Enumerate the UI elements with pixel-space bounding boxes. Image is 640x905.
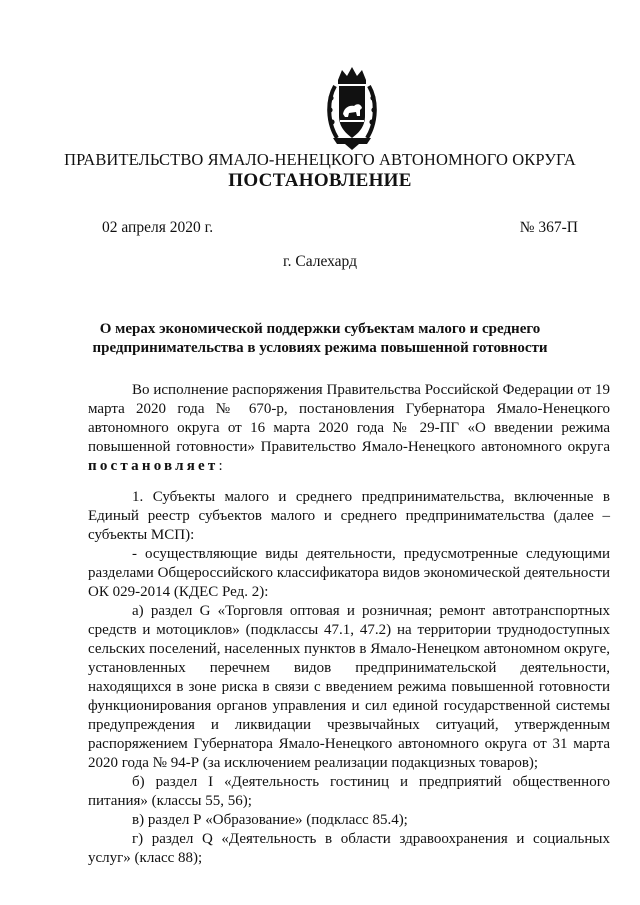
document-city: г. Салехард — [283, 253, 357, 270]
item-g-paragraph: г) раздел Q «Деятельность в области здравоохранения и социальных услуг» (класс 88); — [88, 831, 610, 866]
document-number: № 367-П — [519, 219, 578, 236]
item-b-paragraph: б) раздел I «Деятельность гостиниц и предприятий общественного питания» (классы 55, 56); — [88, 774, 610, 809]
item-1-paragraph: 1. Субъекты малого и среднего предпринимательства, включенные в Единый реестр субъектов малого и среднего предпринимательства (далее – субъекты МСП): — [88, 489, 610, 543]
item-a-paragraph: а) раздел G «Торговля оптовая и розничная; ремонт автотранспортных средств и мотоциклов» (подклассы 47.1, 47.2) на территории труднодоступных сельских поселений, населенных пунктов в Ямало-Ненецком автономном округе, установленных перечнем видов предпринимательской деятельности, находящихся в зоне риска в связи с введением режима повышенной готовности функционирования органов управления и сил единой государственной системы предупреждения и ликвидации чрезвычайных ситуаций, утвержденным распоряжением Губернатора Ямало-Ненецкого автономного округа от 31 марта 2020 года № 94-Р (за исключением реализации подакцизных товаров); — [88, 603, 610, 771]
document-title-line-2: предпринимательства в условиях режима повышенной готовности — [92, 340, 548, 356]
intro-paragraph — [88, 381, 610, 476]
document-title — [90, 320, 550, 358]
intro-text: Во исполнение распоряжения Правительства Российской Федерации от 19 марта 2020 года № 670-р, постановления Губернатора Ямало-Ненецкого автономного округа от 16 марта 2020 года № 29-ПГ «О введении режима повышенной готовности» Правительство Ямало-Ненецкого автономного округа — [88, 382, 610, 455]
decree-word: постановляет — [88, 458, 219, 474]
decree-colon: : — [218, 458, 223, 474]
document-body — [88, 381, 610, 868]
coat-of-arms-emblem-icon — [325, 66, 379, 150]
organization-name: ПРАВИТЕЛЬСТВО ЯМАЛО-НЕНЕЦКОГО АВТОНОМНОГО ОКРУГА — [64, 150, 576, 169]
document-date: 02 апреля 2020 г. — [102, 219, 214, 236]
sub-item-dash-paragraph: - осуществляющие виды деятельности, предусмотренные следующими разделами Общероссийского классификатора видов экономической деятельности ОК 029-2014 (КДЕС Ред. 2): — [88, 546, 610, 600]
document-title-line-1: О мерах экономической поддержки субъектам малого и среднего — [99, 321, 541, 337]
document-type: ПОСТАНОВЛЕНИЕ — [228, 170, 412, 191]
item-v-paragraph: в) раздел Р «Образование» (подкласс 85.4); — [132, 812, 408, 828]
